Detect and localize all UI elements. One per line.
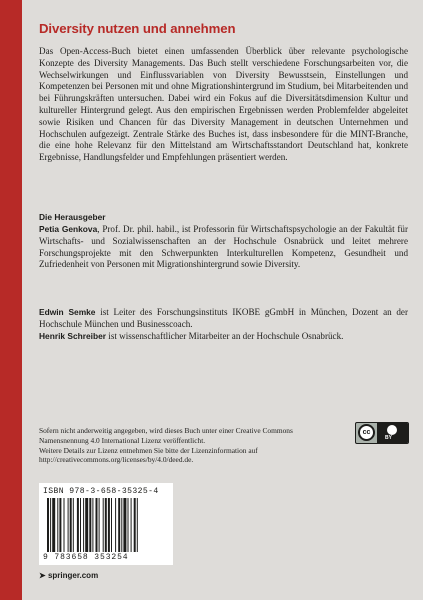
editor-bio [39, 331, 408, 343]
editor-bio [39, 307, 408, 331]
person-icon [387, 425, 397, 435]
page-title: Diversity nutzen und annehmen [39, 21, 236, 36]
cc-icon: cc [358, 424, 375, 441]
by-label: BY [385, 435, 392, 441]
editor-description: ist wissenschaftlicher Mitarbeiter an der Hochschule Osnabrück. [106, 331, 344, 341]
barcode [47, 498, 165, 554]
intro-paragraph: Das Open-Access-Buch bietet einen umfassenden Überblick über relevante psychologische Konzepte des Diversity Managements. Das Buch stellt verschiedene Forschungsarbeiten vor, die Wechselwirkungen und Einflussvariablen von Diversity Bewusstsein, Einstellungen und Kompetenzen bei Personen mit und ohne Migrationshintergrund im Studium, bei Mitarbeitenden und bei Führungskräften untersuchen. Dabei wird ein Fokus auf die Diversitätsdimension Kultur und kultureller Hintergrund gelegt. Aus den empirischen Ergebnissen werden Problemfelder abgeleitet sowie Risiken und Chancen für das Diversity Management in deutschen Unternehmen und Hochschulen aufgezeigt. Zentrale Stärke des Buches ist, dass insbesondere für die MINT-Branche, die eine hohe Relevanz für den Mittelstand am Wirtschaftsstandort Deutschland hat, konkrete Ergebnisse, Handlungsfelder und Empfehlungen präsentiert werden. [39, 46, 408, 163]
publisher-url: springer.com [47, 571, 99, 580]
editor-bio [39, 224, 408, 271]
editor-name: Petia Genkova [39, 224, 98, 234]
license-notice [39, 426, 329, 465]
editor-description: ist Leiter des Forschungsinstituts IKOBE gGmbH in München, Dozent an der Hochschule München und Businesscoach. [39, 307, 408, 329]
creative-commons-badge [355, 422, 409, 444]
editors-heading: Die Herausgeber [39, 212, 106, 222]
editor-description: , Prof. Dr. phil. habil., ist Professorin für Wirtschaftspsychologie an der Fakultät für Wirtschafts- und Sozialwissenschaften an der Hochschule Osnabrück und leitet mehrere Forschungsprojekte mit den Schwerpunkten Interkulturellen Kompetenz, Gesundheit und Zufriedenheit von Personen mit Migrationshintergrund sowie Diversity. [39, 224, 408, 270]
license-details: Weitere Details zur Lizenz entnehmen Sie bitte der Lizenzinformation auf http://creativecommons.org/licenses/by/4.0/deed.de. [39, 445, 258, 465]
arrow-right-icon: ➤ [39, 571, 46, 580]
red-side-bar [0, 0, 22, 600]
publisher-link[interactable] [39, 571, 98, 580]
license-text: Sofern nicht anderweitig angegeben, wird dieses Buch unter einer Creative Commons Namensnennung 4.0 International Lizenz veröffentlicht. [39, 426, 293, 445]
editor-name: Henrik Schreiber [39, 331, 107, 341]
barcode-number: 9 783658 353254 [43, 553, 129, 562]
editor-name: Edwin Semke [39, 307, 96, 317]
isbn-label: ISBN 978-3-658-35325-4 [43, 487, 159, 496]
